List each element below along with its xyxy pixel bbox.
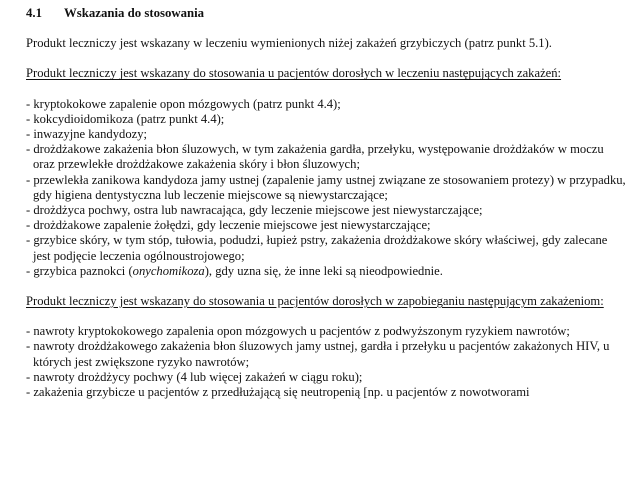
list-item: - inwazyjne kandydozy; xyxy=(26,127,147,142)
treatment-list xyxy=(26,97,626,279)
section-heading xyxy=(26,6,626,21)
list-item: - drożdżakowe zakażenia błon śluzowych, w tym zakażenia gardła, przełyku, występowanie drożdżaków w moczu oraz przewlekłe drożdżakowe zakażenia skóry i błon śluzowych; xyxy=(26,142,604,172)
list-item: - nawroty kryptokokowego zapalenia opon mózgowych u pacjentów z podwyższonym ryzykiem nawrotów; xyxy=(26,324,570,339)
prevention-list xyxy=(26,324,626,400)
list-item: - kokcydioidomikoza (patrz punkt 4.4); xyxy=(26,111,225,126)
list-item: - nawroty drożdżycy pochwy (4 lub więcej zakażeń w ciągu roku); xyxy=(26,369,363,384)
prevention-heading: Produkt leczniczy jest wskazany do stosowania u pacjentów dorosłych w zapobieganiu następującym zakażeniom: xyxy=(26,294,604,309)
list-item: - drożdżyca pochwy, ostra lub nawracająca, gdy leczenie miejscowe jest niewystarczające; xyxy=(26,203,483,218)
list-item-text: - grzybica paznokci ( xyxy=(26,263,133,278)
document-page xyxy=(26,6,626,415)
intro-paragraph: Produkt leczniczy jest wskazany w leczeniu wymienionych niżej zakażeń grzybiczych (patrz punkt 5.1). xyxy=(26,36,552,51)
list-item: - nawroty drożdżakowego zakażenia błon śluzowych jamy ustnej, gardła i przełyku u pacjentów zakażonych HIV, u których jest zwiększone ryzyko nawrotów; xyxy=(26,339,610,369)
list-item: - kryptokokowe zapalenie opon mózgowych (patrz punkt 4.4); xyxy=(26,96,341,111)
latin-term: onychomikoza xyxy=(132,263,205,278)
list-item: - przewlekła zanikowa kandydoza jamy ustnej (zapalenie jamy ustnej związane ze stosowaniem protezy) w przypadku, gdy higiena dentystyczna lub leczenie miejscowe są niewystarczające; xyxy=(26,172,626,202)
section-number: 4.1 xyxy=(26,6,42,20)
section-title: Wskazania do stosowania xyxy=(64,6,205,20)
list-item: - drożdżakowe zapalenie żołędzi, gdy leczenie miejscowe jest niewystarczające; xyxy=(26,218,431,233)
list-item: - zakażenia grzybicze u pacjentów z przedłużającą się neutropenią [np. u pacjentów z nowotworami xyxy=(26,385,530,400)
list-item xyxy=(26,264,626,279)
treatment-heading: Produkt leczniczy jest wskazany do stosowania u pacjentów dorosłych w leczeniu następujących zakażeń: xyxy=(26,66,562,81)
list-item: - grzybice skóry, w tym stóp, tułowia, podudzi, łupież pstry, zakażenia drożdżakowe skóry właściwej, gdy zalecane jest podjęcie leczenia ogólnoustrojowego; xyxy=(26,233,608,263)
list-item-text: ), gdy uzna się, że inne leki są nieodpowiednie. xyxy=(204,263,443,278)
